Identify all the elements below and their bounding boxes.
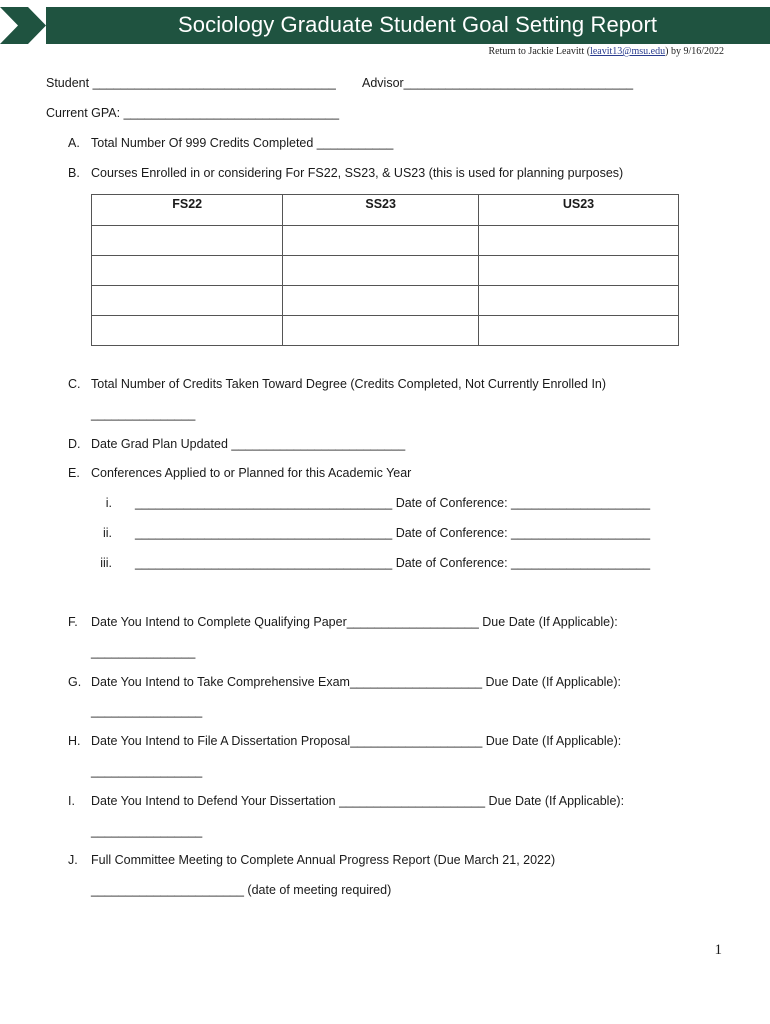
table-cell[interactable] (283, 286, 479, 316)
table-row (92, 316, 679, 346)
conference-2-numeral: ii. (102, 526, 112, 540)
student-field[interactable]: Student ___________________________________ (46, 76, 336, 90)
item-b-letter: B. (68, 166, 80, 180)
table-row (92, 286, 679, 316)
item-c-letter: C. (68, 377, 81, 391)
conference-1-field[interactable]: _____________________________________ Date of Conference: ____________________ (135, 496, 651, 510)
return-suffix: ) by 9/16/2022 (665, 46, 724, 57)
table-row (92, 226, 679, 256)
conference-1-numeral: i. (105, 496, 112, 510)
item-i-due-date-field[interactable]: ________________ (91, 824, 203, 838)
item-f-due-date-field[interactable]: _______________ (91, 645, 196, 659)
table-cell[interactable] (283, 316, 479, 346)
item-f-qualifying-paper-field[interactable]: Date You Intend to Complete Qualifying Paper___________________ Due Date (If Applicable): (91, 615, 618, 629)
courses-table (91, 194, 679, 346)
item-j-text: Full Committee Meeting to Complete Annual Progress Report (Due March 21, 2022) (91, 853, 556, 867)
item-h-letter: H. (68, 734, 81, 748)
item-h-due-date-field[interactable]: ________________ (91, 764, 203, 778)
table-cell[interactable] (92, 226, 283, 256)
return-prefix: Return to Jackie Leavitt ( (488, 46, 591, 57)
item-a-letter: A. (68, 136, 80, 150)
table-cell[interactable] (283, 256, 479, 286)
table-cell[interactable] (92, 256, 283, 286)
item-g-letter: G. (68, 675, 82, 689)
item-e-text: Conferences Applied to or Planned for this Academic Year (91, 466, 412, 480)
table-cell[interactable] (479, 226, 679, 256)
return-email-link[interactable]: leavit13@msu.edu (590, 46, 666, 57)
table-cell[interactable] (283, 226, 479, 256)
return-instructions (488, 46, 724, 57)
table-header-us23: US23 (479, 195, 679, 226)
item-i-letter: I. (68, 794, 75, 808)
advisor-field[interactable]: Advisor_________________________________ (362, 76, 634, 90)
conference-3-numeral: iii. (100, 556, 112, 570)
item-i-defense-field[interactable]: Date You Intend to Defend Your Dissertation _____________________ Due Date (If Applicable): (91, 794, 625, 808)
table-row (92, 256, 679, 286)
conference-2-field[interactable]: _____________________________________ Date of Conference: ____________________ (135, 526, 651, 540)
gpa-field[interactable]: Current GPA: _______________________________ (46, 106, 340, 120)
item-f-letter: F. (68, 615, 78, 629)
table-cell[interactable] (479, 286, 679, 316)
table-cell[interactable] (479, 256, 679, 286)
table-cell[interactable] (92, 316, 283, 346)
table-cell[interactable] (92, 286, 283, 316)
item-j-meeting-date-field[interactable]: ______________________ (date of meeting required) (91, 883, 392, 897)
item-c-blank-field[interactable]: _______________ (91, 407, 196, 421)
conference-3-field[interactable]: _____________________________________ Date of Conference: ____________________ (135, 556, 651, 570)
item-e-letter: E. (68, 466, 80, 480)
table-header-ss23: SS23 (283, 195, 479, 226)
page-number: 1 (714, 942, 722, 958)
item-h-proposal-field[interactable]: Date You Intend to File A Dissertation Proposal___________________ Due Date (If Applicable): (91, 734, 622, 748)
table-header-fs22: FS22 (92, 195, 283, 226)
item-g-due-date-field[interactable]: ________________ (91, 704, 203, 718)
item-a-credits-field[interactable]: Total Number Of 999 Credits Completed ___________ (91, 136, 394, 150)
item-g-comprehensive-exam-field[interactable]: Date You Intend to Take Comprehensive Exam___________________ Due Date (If Applicable): (91, 675, 622, 689)
table-cell[interactable] (479, 316, 679, 346)
item-d-grad-plan-field[interactable]: Date Grad Plan Updated _________________________ (91, 437, 406, 451)
page-title: Sociology Graduate Student Goal Setting Report (178, 12, 658, 37)
item-c-text: Total Number of Credits Taken Toward Degree (Credits Completed, Not Currently Enrolled In) (91, 377, 607, 391)
chevron-logo-icon (0, 7, 46, 44)
title-banner (0, 7, 770, 44)
item-d-letter: D. (68, 437, 81, 451)
item-b-text: Courses Enrolled in or considering For FS22, SS23, & US23 (this is used for planning purposes) (91, 166, 624, 180)
item-j-letter: J. (68, 853, 78, 867)
